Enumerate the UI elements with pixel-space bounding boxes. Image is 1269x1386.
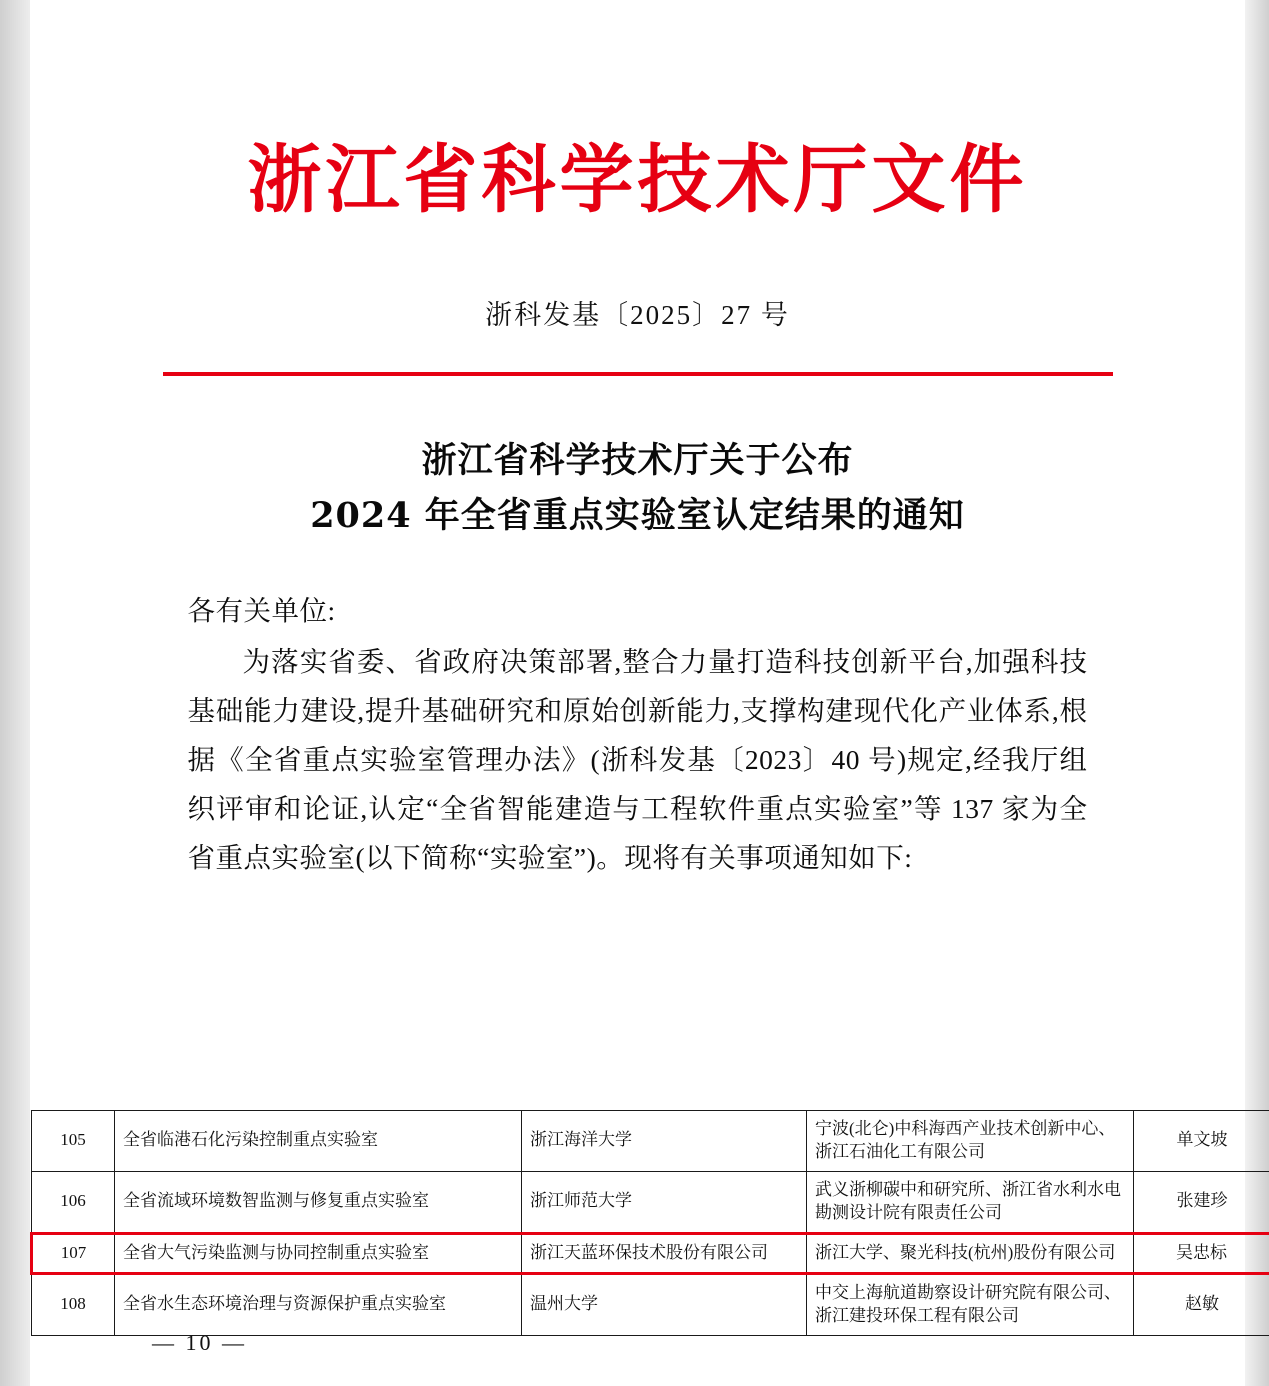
page-footer: [0, 1330, 1269, 1356]
row-partner-units: 武义浙柳碳中和研究所、浙江省水利水电勘测设计院有限责任公司: [807, 1171, 1134, 1233]
row-number: 108: [32, 1273, 115, 1335]
document-number: 浙科发基〔2025〕27 号: [485, 300, 790, 331]
row-person: 张建珍: [1134, 1171, 1269, 1233]
row-lab-name: 全省临港石化污染控制重点实验室: [115, 1111, 522, 1172]
row-number: 107: [32, 1233, 115, 1273]
row-host-unit: 浙江海洋大学: [522, 1111, 807, 1172]
page-title-line2: 2024 年全省重点实验室认定结果的通知: [310, 494, 965, 536]
row-host-unit: 温州大学: [522, 1273, 807, 1335]
page-edge-left: [0, 0, 30, 1386]
row-host-unit: 浙江天蓝环保技术股份有限公司: [522, 1233, 807, 1273]
row-person: 单文坡: [1134, 1111, 1269, 1172]
row-person: 吴忠标: [1134, 1233, 1269, 1273]
page-title: [30, 434, 1245, 543]
row-lab-name: 全省大气污染监测与协同控制重点实验室: [115, 1233, 522, 1273]
table-row: [32, 1171, 1269, 1233]
row-lab-name: 全省流域环境数智监测与修复重点实验室: [115, 1171, 522, 1233]
page-title-line1: 浙江省科学技术厅关于公布: [421, 440, 854, 482]
red-divider-rule: [163, 372, 1113, 376]
table-row-highlighted: [32, 1233, 1269, 1273]
row-partner-units: 宁波(北仑)中科海西产业技术创新中心、浙江石油化工有限公司: [807, 1111, 1134, 1172]
row-host-unit: 浙江师范大学: [522, 1171, 807, 1233]
body-paragraph-1: 为落实省委、省政府决策部署,整合力量打造科技创新平台,加强科技基础能力建设,提升基础研究和原始创新能力,支撑构建现代化产业体系,根据《全省重点实验室管理办法》(浙科发基〔2023〕40 号)规定,经我厅组织评审和论证,认定“全省智能建造与工程软件重点实验室”等 137 家为全省重点实验室(以下简称“实验室”)。现将有关事项通知如下:: [187, 645, 1088, 873]
row-number: 105: [32, 1111, 115, 1172]
table-row: [32, 1273, 1269, 1335]
masthead-title: 浙江省科学技术厅文件: [247, 137, 1028, 223]
row-partner-units: 中交上海航道勘察设计研究院有限公司、浙江建投环保工程有限公司: [807, 1273, 1134, 1335]
lab-table: [30, 1110, 1269, 1336]
row-lab-name: 全省水生态环境治理与资源保护重点实验室: [115, 1273, 522, 1335]
body-text: [188, 587, 1088, 883]
salutation: 各有关单位:: [187, 594, 336, 626]
page-number: — 10 —: [152, 1330, 247, 1355]
table-row: [32, 1111, 1269, 1172]
row-partner-units: 浙江大学、聚光科技(杭州)股份有限公司: [807, 1233, 1134, 1273]
row-person: 赵敏: [1134, 1273, 1269, 1335]
row-number: 106: [32, 1171, 115, 1233]
lab-table-wrapper: [30, 1110, 1228, 1336]
